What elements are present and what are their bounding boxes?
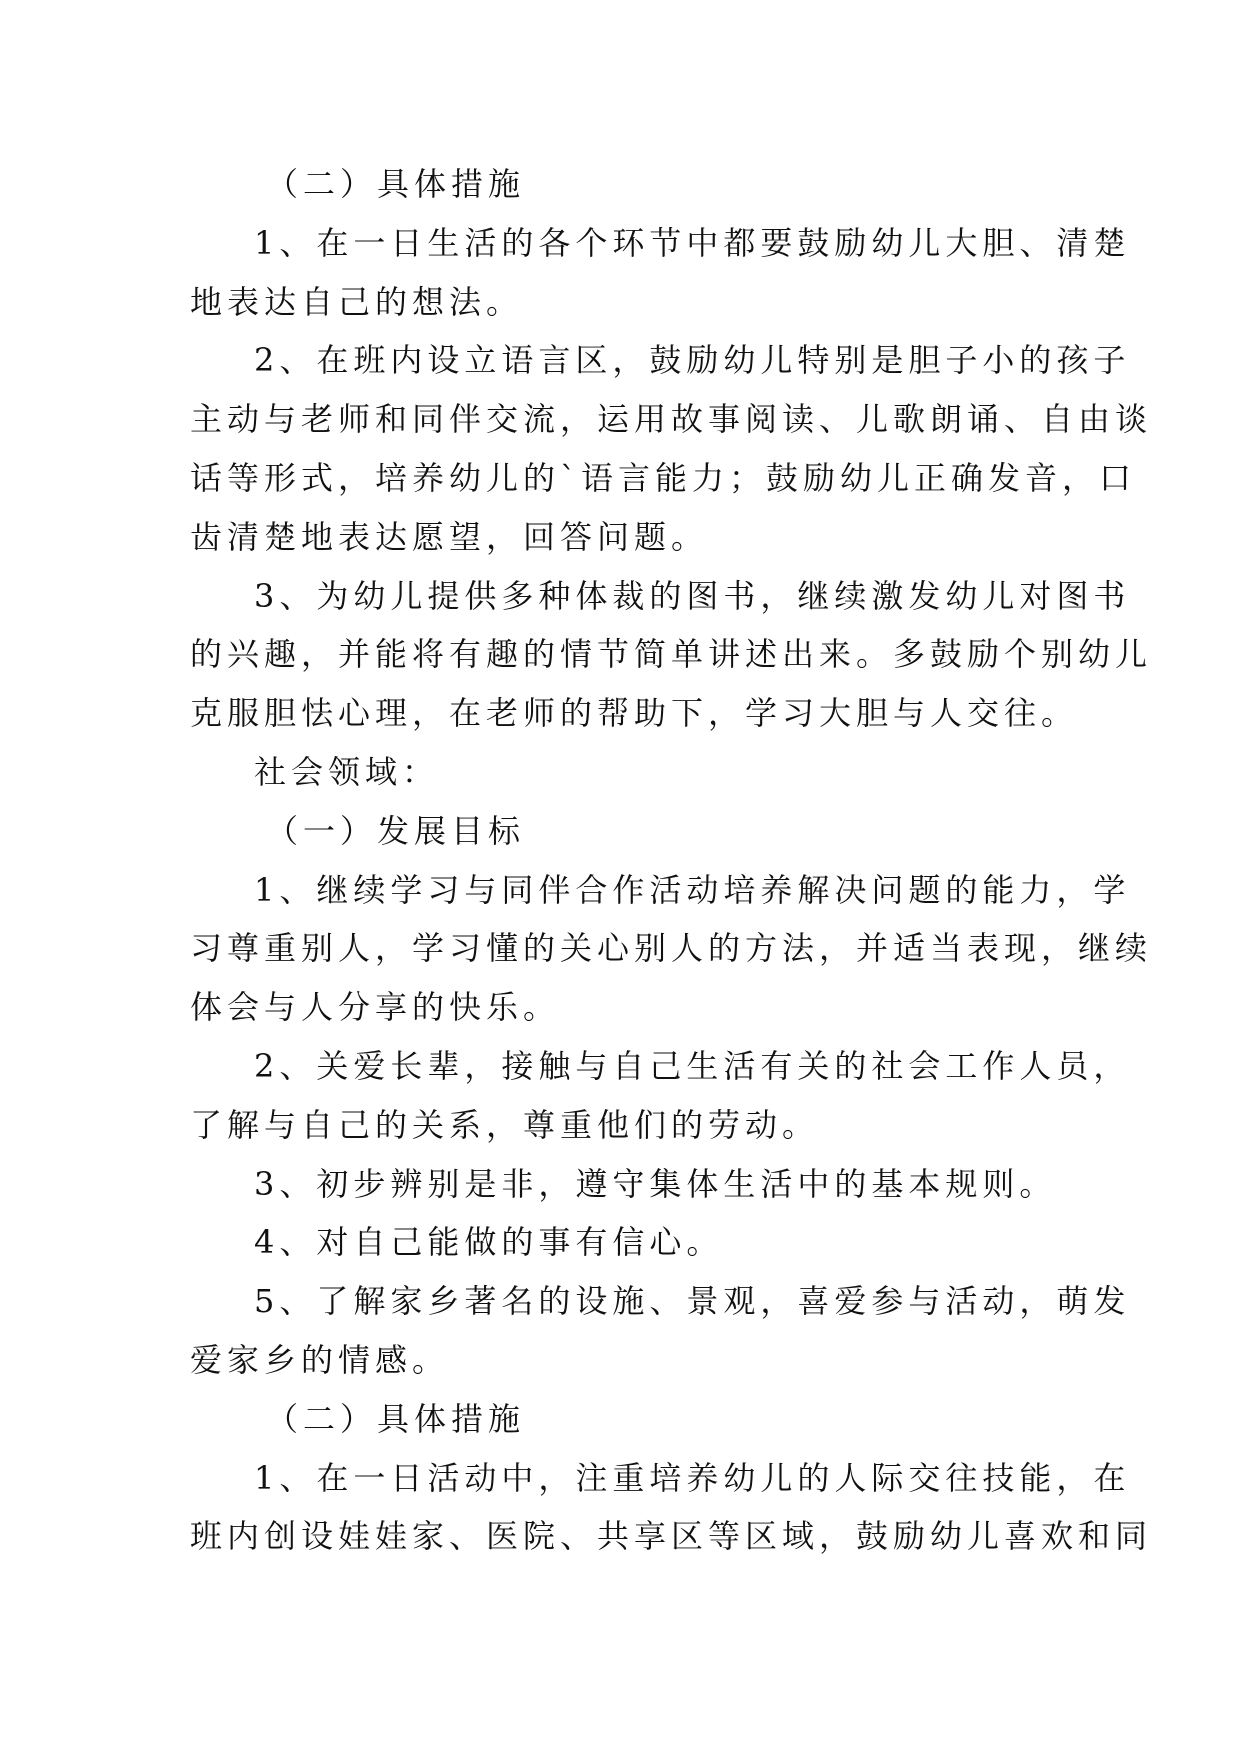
paragraph-line: 了解与自己的关系，尊重他们的劳动。 [190,1105,820,1144]
paragraph-line: 习尊重别人，学习懂的关心别人的方法，并适当表现，继续 [190,929,1153,968]
paragraph-line: 1、继续学习与同伴合作活动培养解决问题的能力，学 [254,870,1131,909]
paragraph-line: 1、在一日生活的各个环节中都要鼓励幼儿大胆、清楚 [254,223,1131,262]
paragraph-line: 地表达自己的想法。 [190,282,524,321]
paragraph-line: 爱家乡的情感。 [190,1340,450,1379]
paragraph-line: 主动与老师和同伴交流，运用故事阅读、儿歌朗诵、自由谈 [190,400,1153,439]
section-heading-measures: （二）具体措施 [266,165,526,203]
document-body [190,155,1153,1566]
section-heading-goals: （一）发展目标 [266,811,526,850]
paragraph-line: 5、了解家乡著名的设施、景观，喜爱参与活动，萌发 [254,1282,1131,1321]
paragraph-line: 1、在一日活动中，注重培养幼儿的人际交往技能，在 [254,1458,1131,1497]
paragraph-line: 4、对自己能做的事有信心。 [254,1223,724,1262]
paragraph-line: 体会与人分享的快乐。 [190,988,561,1027]
section-heading-measures: （二）具体措施 [266,1399,526,1438]
paragraph-line: 2、关爱长辈，接触与自己生活有关的社会工作人员， [254,1046,1131,1085]
paragraph-line: 3、初步辨别是非，遵守集体生活中的基本规则。 [254,1164,1057,1203]
paragraph-line: 克服胆怯心理，在老师的帮助下，学习大胆与人交往。 [190,694,1079,733]
paragraph-line: 2、在班内设立语言区，鼓励幼儿特别是胆子小的孩子 [254,341,1131,380]
paragraph-line: 话等形式，培养幼儿的`语言能力；鼓励幼儿正确发音，口 [190,458,1137,497]
paragraph-line: 3、为幼儿提供多种体裁的图书，继续激发幼儿对图书 [254,576,1131,615]
section-heading-social: 社会领域： [254,752,440,791]
paragraph-line: 的兴趣，并能将有趣的情节简单讲述出来。多鼓励个别幼儿 [190,635,1153,674]
paragraph-line: 齿清楚地表达愿望，回答问题。 [190,517,709,556]
paragraph-line: 班内创设娃娃家、医院、共享区等区域，鼓励幼儿喜欢和同 [190,1517,1153,1556]
